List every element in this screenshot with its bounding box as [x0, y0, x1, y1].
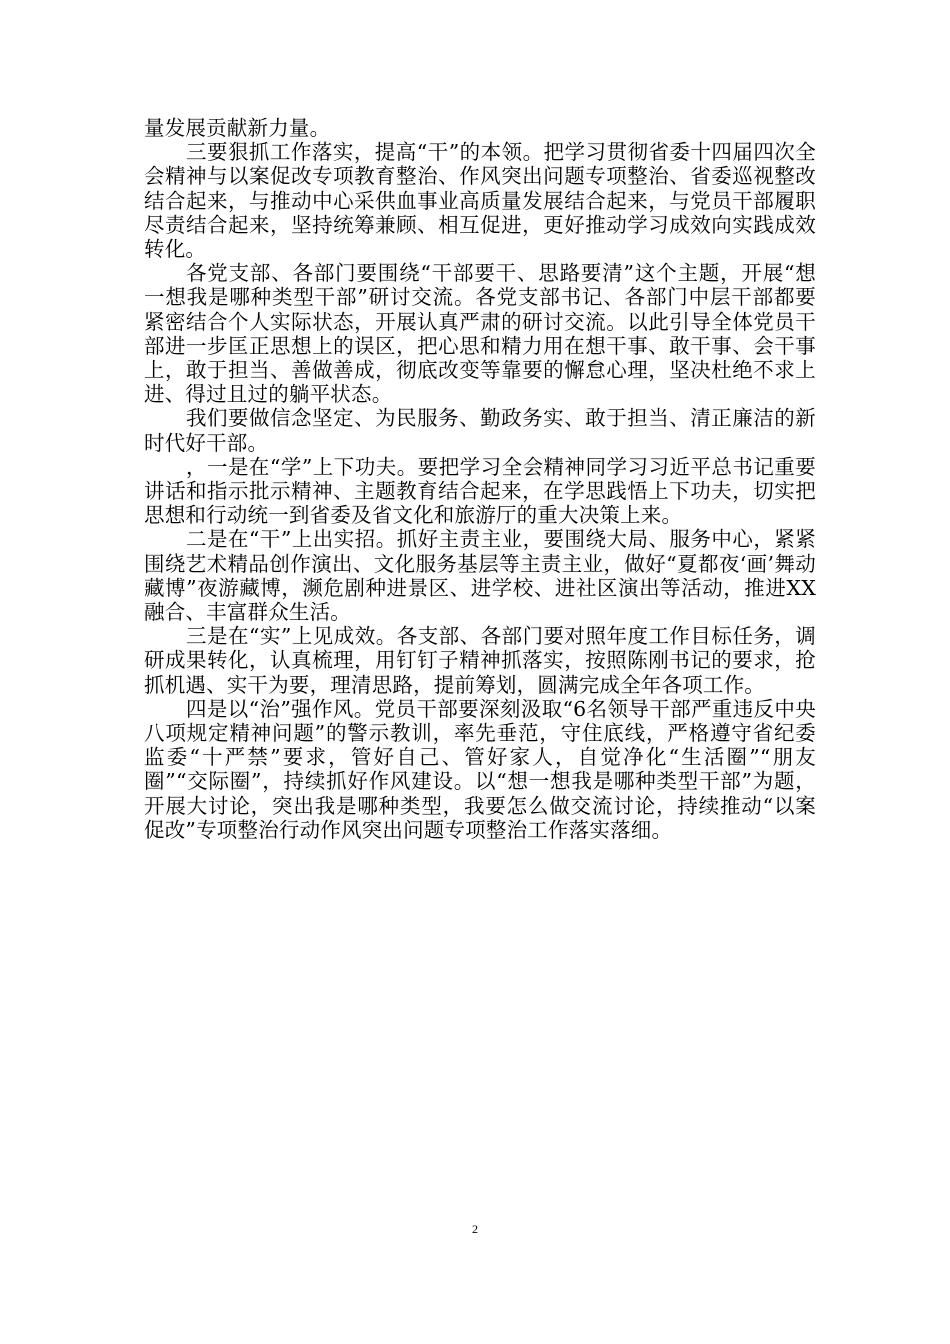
paragraph-3: 各党支部、各部门要围绕“干部要干、思路要清”这个主题，开展“想一想我是哪种类型干部”研讨交流。各党支部书记、各部门中层干部都要紧密结合个人实际状态，开展认真严肃的研讨交流。以此引导全体党员干部进一步匡正思想上的误区，把心思和精力用在想干事、敢干事、会干事上，敢于担当、善做善成，彻底改变等靠要的懈怠心理，坚决杜绝不求上进、得过且过的躺平状态。	[144, 261, 816, 407]
page-number: 2	[472, 1222, 478, 1236]
paragraph-1: 量发展贡献新力量。	[144, 116, 331, 140]
paragraph-8: 四是以“治”强作风。党员干部要深刻汲取“6名领导干部严重违反中央八项规定精神问题”的警示教训，率先垂范，守住底线，严格遵守省纪委监委“十严禁”要求，管好自己、管好家人，自觉净化“生活圈”“朋友圈”“交际圈”，持续抓好作风建设。以“想一想我是哪种类型干部”为题，开展大讨论，突出我是哪种类型，我要怎么做交流讨论，持续推动“以案促改”专项整治行动作风突出问题专项整治工作落实落细。	[144, 696, 816, 842]
paragraph-5: ，一是在“学”上下功夫。要把学习全会精神同学习习近平总书记重要讲话和指示批示精神、主题教育结合起来，在学思践悟上下功夫，切实把思想和行动统一到省委及省文化和旅游厅的重大决策上来。	[144, 454, 816, 528]
paragraph-6: 二是在“干”上出实招。抓好主责主业，要围绕大局、服务中心，紧紧围绕艺术精品创作演出、文化服务基层等主责主业，做好“夏都夜‘画’舞动藏博”夜游藏博，濒危剧种进景区、进学校、进社区演出等活动，推进XX融合、丰富群众生活。	[144, 527, 816, 625]
paragraph-2: 三要狠抓工作落实，提高“干”的本领。把学习贯彻省委十四届四次全会精神与以案促改专项教育整治、作风突出问题专项整治、省委巡视整改结合起来，与推动中心采供血事业高质量发展结合起来，与党员干部履职尽责结合起来，坚持统筹兼顾、相互促进，更好推动学习成效向实践成效转化。	[144, 140, 816, 262]
paragraph-4: 我们要做信念坚定、为民服务、勤政务实、敢于担当、清正廉洁的新时代好干部。	[144, 406, 816, 455]
document-body	[144, 116, 816, 842]
paragraph-7: 三是在“实”上见成效。各支部、各部门要对照年度工作目标任务，调研成果转化，认真梳理，用钉钉子精神抓落实，按照陈刚书记的要求，抢抓机遇、实干为要，理清思路，提前筹划，圆满完成全年各项工作。	[144, 624, 816, 697]
